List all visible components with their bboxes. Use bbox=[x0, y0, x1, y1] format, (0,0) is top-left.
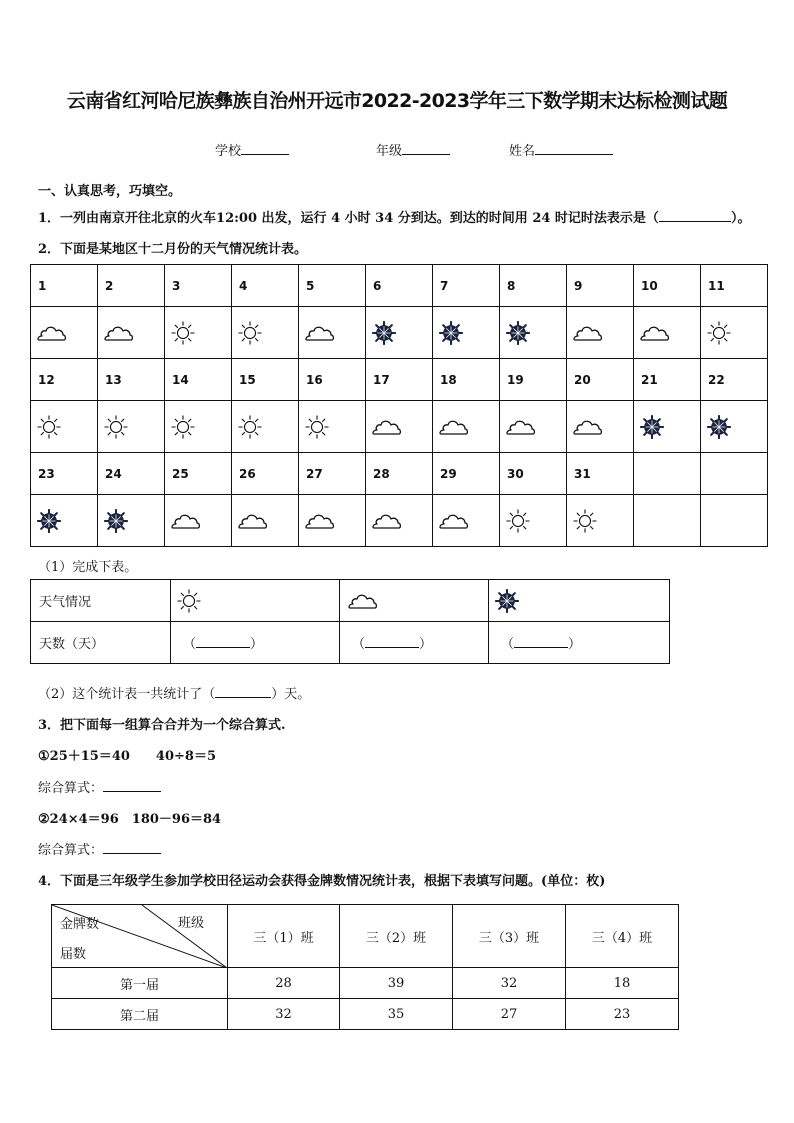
school-field bbox=[215, 140, 289, 159]
corner-class-label: 班级 bbox=[178, 916, 205, 931]
session-label: 第二届 bbox=[52, 999, 228, 1030]
day-number: 3 bbox=[165, 265, 232, 307]
day-number: 6 bbox=[366, 265, 433, 307]
snow-icon bbox=[372, 321, 396, 345]
weather-cell bbox=[165, 495, 232, 547]
item-mark: ② bbox=[38, 812, 50, 827]
day-number: 30 bbox=[500, 453, 567, 495]
day-number: 22 bbox=[701, 359, 768, 401]
day-number bbox=[701, 453, 768, 495]
medal-count: 18 bbox=[566, 968, 679, 999]
sun-icon bbox=[104, 415, 128, 439]
page-title: 云南省红河哈尼族彝族自治州开远市2022-2023学年三下数学期末达标检测试题 bbox=[66, 90, 728, 112]
sun-icon bbox=[37, 415, 61, 439]
snow-icon bbox=[495, 589, 519, 613]
grade-label: 年级 bbox=[376, 144, 403, 159]
cloud-icon bbox=[305, 323, 335, 343]
combined-formula-2-blank[interactable] bbox=[103, 840, 161, 854]
weather-label: 天气情况 bbox=[31, 580, 171, 622]
medal-count: 23 bbox=[566, 999, 679, 1030]
medal-count: 28 bbox=[228, 968, 340, 999]
summary-icon-cell bbox=[489, 580, 670, 622]
item-mark: ① bbox=[38, 749, 50, 764]
day-number: 18 bbox=[433, 359, 500, 401]
name-field bbox=[509, 140, 613, 159]
cloud-icon bbox=[439, 511, 469, 531]
day-number: 23 bbox=[31, 453, 98, 495]
name-label: 姓名 bbox=[509, 144, 536, 159]
class-header: 三（3）班 bbox=[453, 905, 566, 968]
combined-formula-2 bbox=[38, 839, 161, 858]
snow-icon bbox=[707, 415, 731, 439]
weather-cell bbox=[634, 401, 701, 453]
weather-cell bbox=[31, 307, 98, 359]
day-number: 31 bbox=[567, 453, 634, 495]
grade-blank[interactable] bbox=[402, 141, 450, 155]
weather-cell bbox=[98, 401, 165, 453]
weather-cell bbox=[299, 401, 366, 453]
day-number: 12 bbox=[31, 359, 98, 401]
cloud-icon bbox=[37, 323, 67, 343]
sun-days-answer[interactable] bbox=[171, 622, 340, 664]
day-number: 5 bbox=[299, 265, 366, 307]
weather-cell bbox=[232, 401, 299, 453]
cloud-icon bbox=[238, 511, 268, 531]
day-number: 25 bbox=[165, 453, 232, 495]
day-number: 24 bbox=[98, 453, 165, 495]
day-number: 14 bbox=[165, 359, 232, 401]
day-number: 11 bbox=[701, 265, 768, 307]
weather-summary-table bbox=[30, 579, 670, 664]
snow-days-answer[interactable] bbox=[489, 622, 670, 664]
day-number: 16 bbox=[299, 359, 366, 401]
question-3: 3．把下面每一组算合合并为一个综合算式. bbox=[38, 718, 286, 733]
day-number: 28 bbox=[366, 453, 433, 495]
question-2-2-suffix: ）天。 bbox=[271, 687, 311, 702]
paren-open: （ bbox=[352, 637, 366, 652]
weather-cell bbox=[366, 401, 433, 453]
corner-medal-label: 金牌数 bbox=[60, 917, 100, 932]
summary-icon-cell bbox=[340, 580, 489, 622]
paren-close: ） bbox=[568, 637, 582, 652]
cloud-icon bbox=[506, 417, 536, 437]
sun-icon bbox=[707, 321, 731, 345]
table-row bbox=[52, 968, 679, 999]
combined-formula-1-blank[interactable] bbox=[103, 778, 161, 792]
day-number: 17 bbox=[366, 359, 433, 401]
weather-cell bbox=[567, 495, 634, 547]
combined-label: 综合算式： bbox=[38, 843, 104, 858]
item-expression: 25＋15＝40 40÷8＝5 bbox=[49, 749, 217, 764]
paren-close: ） bbox=[250, 637, 264, 652]
day-number: 10 bbox=[634, 265, 701, 307]
weather-cell bbox=[500, 495, 567, 547]
weather-cell bbox=[299, 495, 366, 547]
day-number: 21 bbox=[634, 359, 701, 401]
paren-close: ） bbox=[419, 637, 433, 652]
snow-days-blank[interactable] bbox=[514, 634, 568, 648]
weather-cell bbox=[31, 495, 98, 547]
question-2-2-blank[interactable] bbox=[215, 684, 271, 698]
class-header: 三（2）班 bbox=[340, 905, 453, 968]
cloud-icon bbox=[372, 417, 402, 437]
corner-session-label: 届数 bbox=[60, 947, 87, 962]
weather-cell bbox=[701, 495, 768, 547]
day-number: 2 bbox=[98, 265, 165, 307]
name-blank[interactable] bbox=[535, 141, 613, 155]
cloud-icon bbox=[439, 417, 469, 437]
sun-icon bbox=[171, 415, 195, 439]
sun-days-blank[interactable] bbox=[196, 634, 250, 648]
weather-cell bbox=[500, 307, 567, 359]
question-2: 2．下面是某地区十二月份的天气情况统计表。 bbox=[38, 242, 308, 257]
day-number: 7 bbox=[433, 265, 500, 307]
day-number: 19 bbox=[500, 359, 567, 401]
weather-cell bbox=[98, 495, 165, 547]
cloud-icon bbox=[573, 417, 603, 437]
question-1-blank[interactable] bbox=[659, 208, 731, 222]
weather-cell bbox=[567, 401, 634, 453]
cloud-icon bbox=[171, 511, 201, 531]
snow-icon bbox=[439, 321, 463, 345]
item-expression: 24×4＝96 180－96＝84 bbox=[49, 812, 222, 827]
medal-count: 35 bbox=[340, 999, 453, 1030]
weather-cell bbox=[500, 401, 567, 453]
medal-count: 32 bbox=[453, 968, 566, 999]
weather-cell bbox=[98, 307, 165, 359]
snow-icon bbox=[506, 321, 530, 345]
cloud-icon bbox=[104, 323, 134, 343]
question-1 bbox=[38, 207, 750, 226]
question-2-2-text: （2）这个统计表一共统计了（ bbox=[38, 687, 216, 702]
day-number: 1 bbox=[31, 265, 98, 307]
cloud-icon bbox=[640, 323, 670, 343]
grade-field bbox=[376, 140, 450, 159]
medal-table bbox=[51, 904, 679, 1030]
weather-cell bbox=[31, 401, 98, 453]
sun-icon bbox=[238, 321, 262, 345]
day-number: 13 bbox=[98, 359, 165, 401]
medal-count: 32 bbox=[228, 999, 340, 1030]
school-label: 学校 bbox=[215, 144, 242, 159]
class-header: 三（1）班 bbox=[228, 905, 340, 968]
combined-label: 综合算式： bbox=[38, 781, 104, 796]
school-blank[interactable] bbox=[241, 141, 289, 155]
sun-icon bbox=[238, 415, 262, 439]
weather-cell bbox=[433, 495, 500, 547]
sun-icon bbox=[573, 509, 597, 533]
question-3-2 bbox=[38, 808, 221, 827]
question-2-1: （1）完成下表。 bbox=[38, 560, 138, 575]
question-2-2 bbox=[38, 683, 310, 702]
weather-cell bbox=[433, 401, 500, 453]
weather-cell bbox=[299, 307, 366, 359]
cloud-icon bbox=[348, 591, 378, 611]
weather-cell bbox=[634, 495, 701, 547]
weather-cell bbox=[232, 495, 299, 547]
session-label: 第一届 bbox=[52, 968, 228, 999]
corner-header-cell bbox=[52, 905, 228, 968]
cloud-icon bbox=[573, 323, 603, 343]
sun-icon bbox=[305, 415, 329, 439]
days-label: 天数（天） bbox=[31, 622, 171, 664]
weather-cell bbox=[433, 307, 500, 359]
combined-formula-1 bbox=[38, 777, 161, 796]
sun-icon bbox=[177, 589, 201, 613]
question-4: 4．下面是三年级学生参加学校田径运动会获得金牌数情况统计表，根据下表填写问题。(单位：枚) bbox=[38, 874, 606, 889]
snow-icon bbox=[104, 509, 128, 533]
weather-cell bbox=[634, 307, 701, 359]
weather-cell bbox=[567, 307, 634, 359]
cloud-icon bbox=[372, 511, 402, 531]
question-1-suffix: ）。 bbox=[730, 211, 751, 226]
snow-icon bbox=[640, 415, 664, 439]
day-number: 15 bbox=[232, 359, 299, 401]
medal-count: 27 bbox=[453, 999, 566, 1030]
weather-cell bbox=[701, 307, 768, 359]
question-3-1 bbox=[38, 745, 216, 764]
section-heading: 一、认真思考，巧填空。 bbox=[38, 184, 182, 199]
table-row bbox=[52, 999, 679, 1030]
snow-icon bbox=[37, 509, 61, 533]
cloud-days-answer[interactable] bbox=[340, 622, 489, 664]
question-1-text: 1．一列由南京开往北京的火车12:00 出发，运行 4 小时 34 分到达。到达的时间用 24 时记时法表示是（ bbox=[38, 211, 659, 226]
day-number: 20 bbox=[567, 359, 634, 401]
day-number: 4 bbox=[232, 265, 299, 307]
summary-icon-cell bbox=[171, 580, 340, 622]
medal-count: 39 bbox=[340, 968, 453, 999]
day-number: 9 bbox=[567, 265, 634, 307]
cloud-icon bbox=[305, 511, 335, 531]
cloud-days-blank[interactable] bbox=[365, 634, 419, 648]
day-number: 26 bbox=[232, 453, 299, 495]
weather-table bbox=[30, 264, 768, 547]
sun-icon bbox=[506, 509, 530, 533]
paren-open: （ bbox=[501, 637, 515, 652]
class-header: 三（4）班 bbox=[566, 905, 679, 968]
weather-cell bbox=[366, 495, 433, 547]
weather-cell bbox=[232, 307, 299, 359]
day-number bbox=[634, 453, 701, 495]
day-number: 8 bbox=[500, 265, 567, 307]
weather-cell bbox=[366, 307, 433, 359]
paren-open: （ bbox=[183, 637, 197, 652]
weather-cell bbox=[165, 307, 232, 359]
weather-cell bbox=[165, 401, 232, 453]
sun-icon bbox=[171, 321, 195, 345]
weather-cell bbox=[701, 401, 768, 453]
day-number: 27 bbox=[299, 453, 366, 495]
day-number: 29 bbox=[433, 453, 500, 495]
